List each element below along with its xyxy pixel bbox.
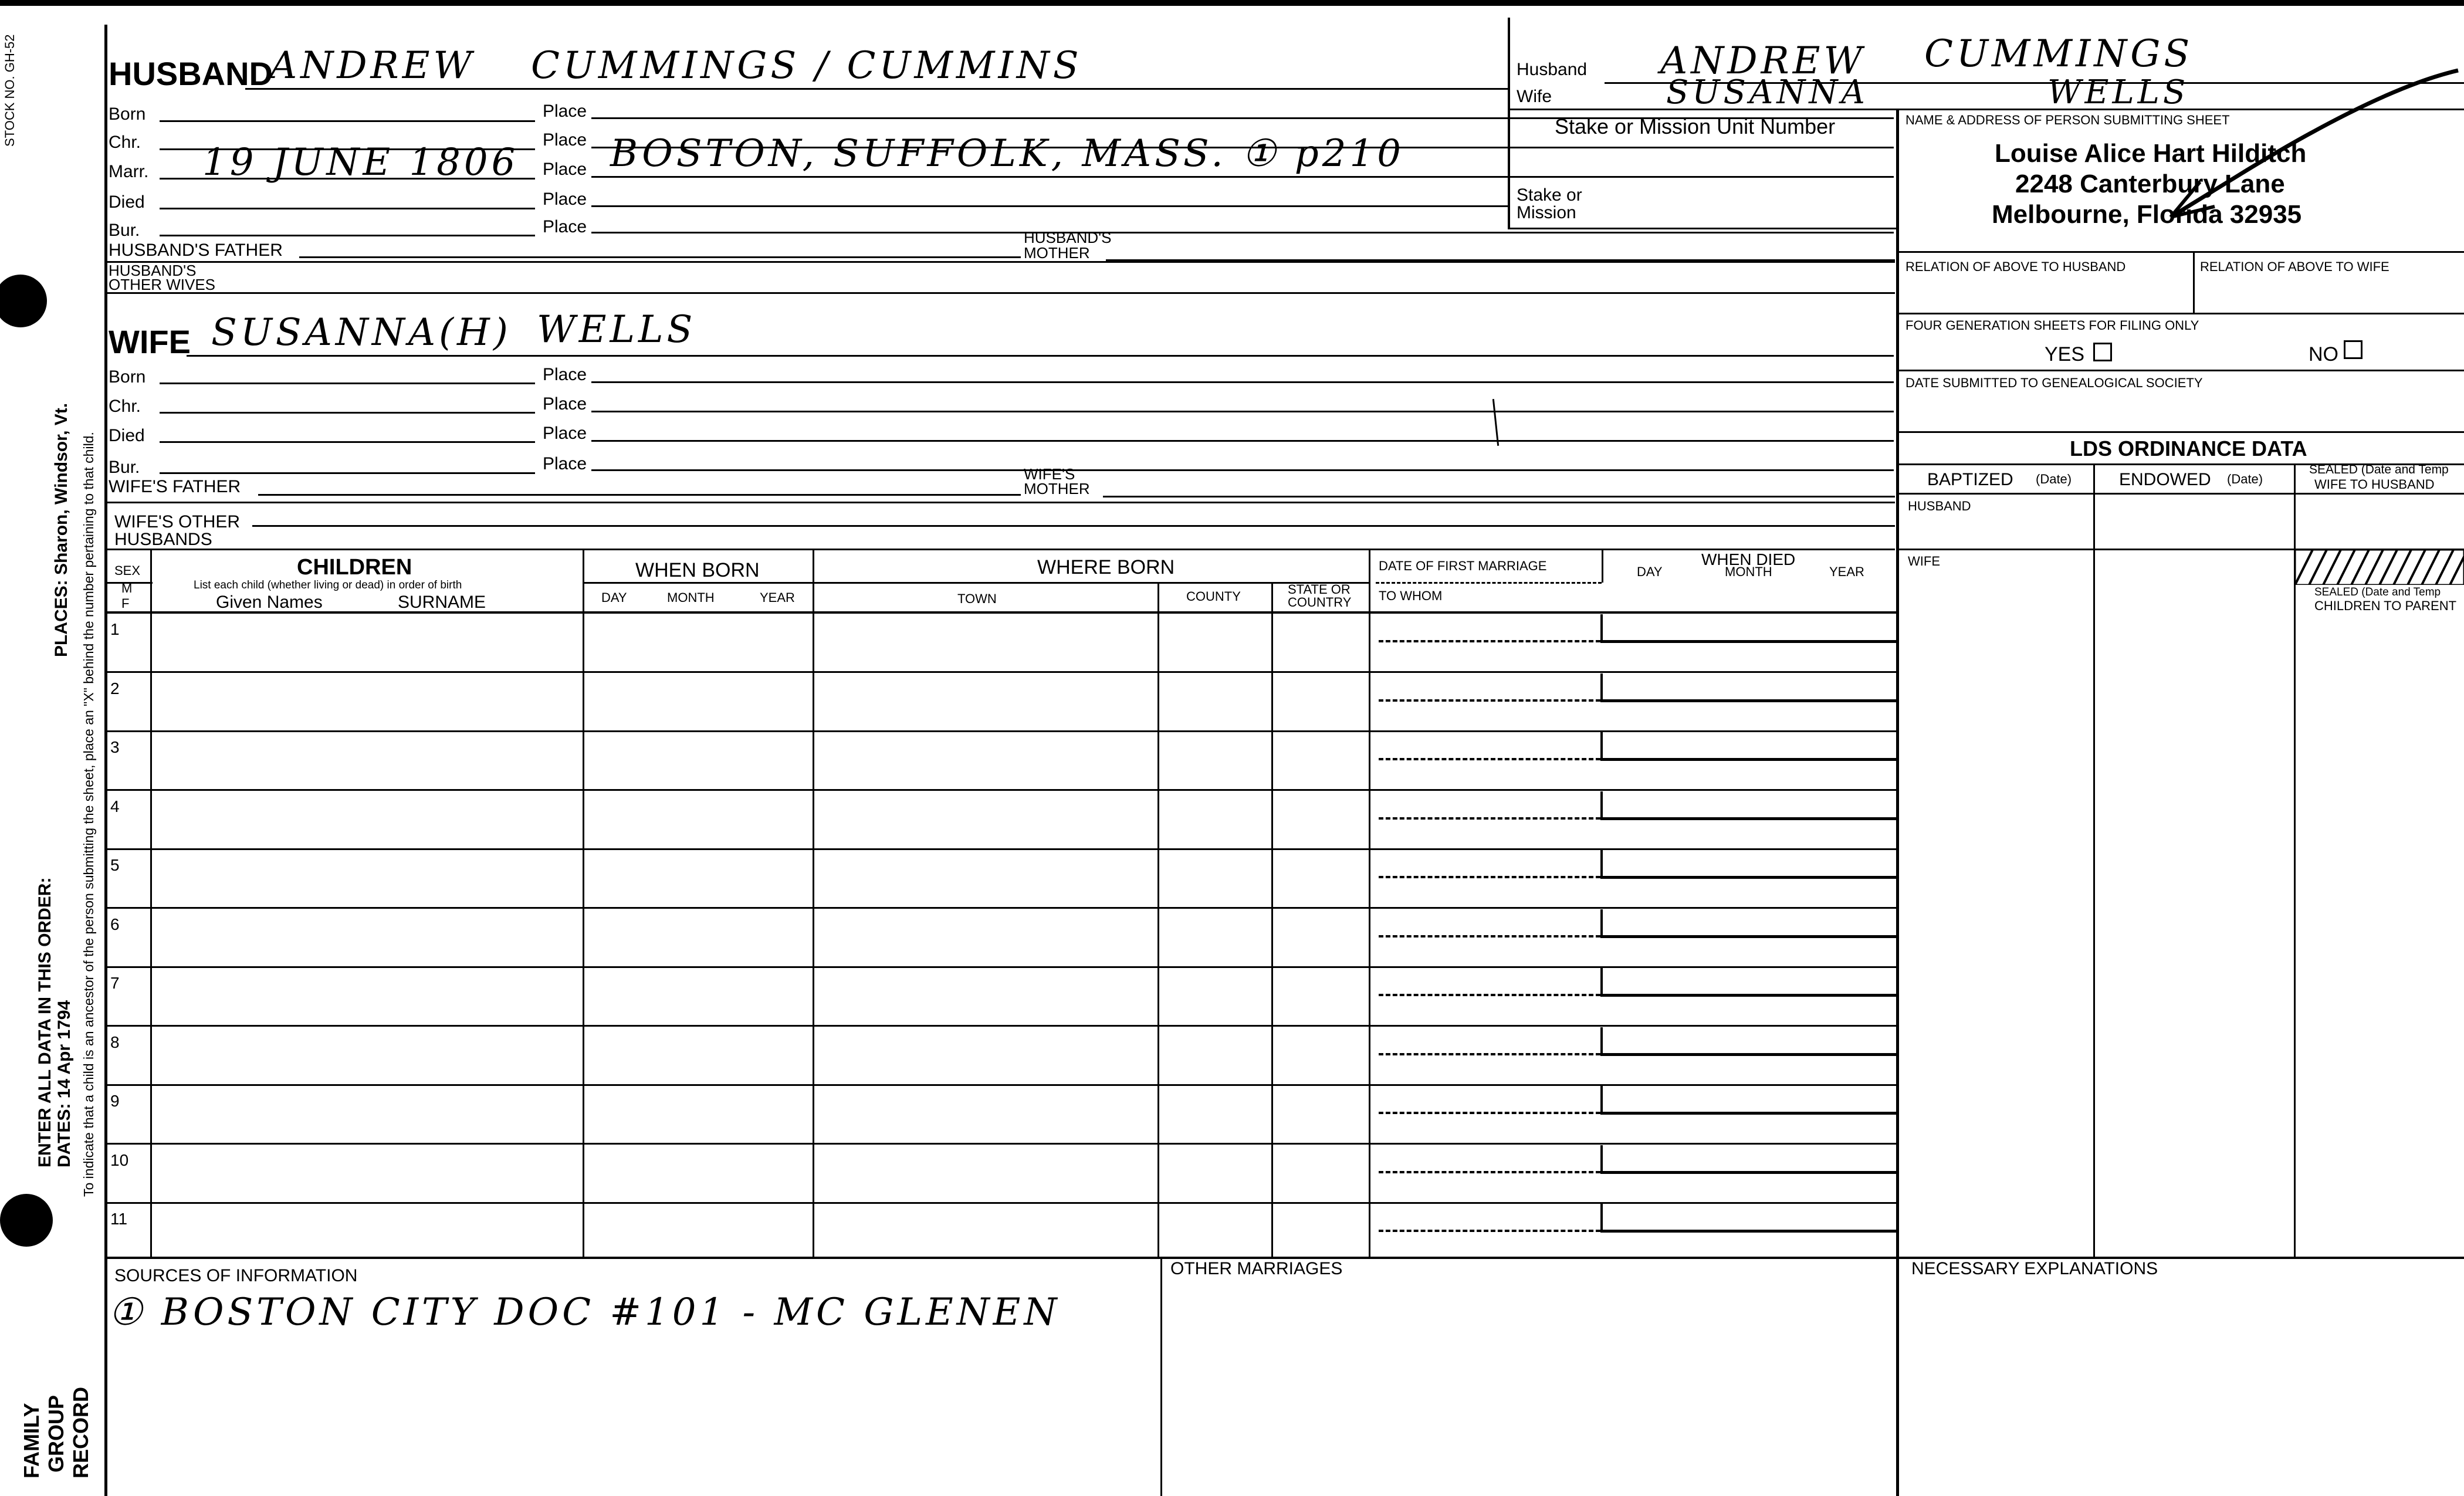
lds-baptized: BAPTIZED	[1927, 470, 2013, 489]
wife-father-field[interactable]	[258, 494, 1021, 496]
record-title-group: GROUP	[44, 1395, 68, 1473]
child-marriage-dash	[1379, 935, 1600, 937]
col-born-year: YEAR	[760, 590, 795, 605]
child-row[interactable]	[106, 1085, 1896, 1144]
child-marriage-dash	[1379, 1053, 1600, 1055]
col-where-born: WHERE BORN	[1037, 556, 1175, 578]
top-right-husband-surname[interactable]: CUMMINGS	[1924, 32, 2194, 76]
husband-died-place-label: Place	[543, 189, 587, 209]
col-to-whom: TO WHOM	[1379, 588, 1443, 603]
ancestor-instruction: To indicate that a child is an ancestor of the person submitting the sheet, place an "X" behind the number pertaining to that child.	[81, 432, 96, 1197]
child-row[interactable]	[106, 849, 1896, 908]
four-gen-no-checkbox[interactable]	[2344, 340, 2363, 359]
col-sex-f: F	[121, 596, 130, 611]
col-died-day: DAY	[1637, 564, 1663, 579]
wife-born-field[interactable]	[160, 383, 535, 384]
wife-chr-place-label: Place	[543, 394, 587, 414]
child-marriage-dash	[1379, 994, 1600, 996]
child-death-bracket[interactable]	[1600, 732, 1898, 761]
col-born-day: DAY	[601, 590, 627, 605]
col-first-marriage: DATE OF FIRST MARRIAGE	[1379, 559, 1547, 573]
husband-bur-field[interactable]	[160, 235, 535, 236]
wife-chr-label: Chr.	[109, 397, 141, 416]
four-generation-label: FOUR GENERATION SHEETS FOR FILING ONLY	[1905, 318, 2199, 333]
top-border	[0, 0, 2464, 6]
child-marriage-dash	[1379, 1171, 1600, 1173]
wife-chr-field[interactable]	[160, 412, 535, 414]
col-state-2: COUNTRY	[1288, 595, 1352, 610]
top-right-wife-value[interactable]: SUSANNA	[1666, 73, 1869, 111]
col-died-year: YEAR	[1829, 564, 1864, 579]
record-title-record: RECORD	[69, 1386, 93, 1478]
lds-title: LDS ORDINANCE DATA	[2070, 436, 2307, 461]
four-gen-yes-label: YES	[2045, 343, 2085, 365]
child-death-bracket[interactable]	[1600, 1027, 1898, 1056]
husband-died-field[interactable]	[160, 208, 535, 209]
lds-sealed-children-2: CHILDREN TO PARENT	[2314, 598, 2457, 613]
child-death-bracket[interactable]	[1600, 614, 1898, 643]
child-row[interactable]	[106, 613, 1896, 672]
top-right-wife-label: Wife	[1517, 87, 1552, 106]
submitter-box-bottom	[1896, 251, 2464, 253]
col-when-died: WHEN DIED	[1701, 550, 1796, 568]
child-row[interactable]	[106, 967, 1896, 1026]
wife-born-label: Born	[109, 367, 146, 387]
sex-header-line	[106, 582, 153, 584]
col-when-born: WHEN BORN	[635, 559, 760, 581]
child-row[interactable]	[106, 1144, 1896, 1203]
sources-label: SOURCES OF INFORMATION	[114, 1266, 358, 1285]
husband-born-label: Born	[109, 104, 146, 124]
other-marriages-divider	[1160, 1257, 1162, 1496]
husband-marr-place-label: Place	[543, 160, 587, 179]
child-marriage-dash	[1379, 1112, 1600, 1114]
top-right-wife-surname[interactable]: WELLS	[2047, 73, 2189, 111]
child-row[interactable]	[106, 1203, 1896, 1262]
wife-mother-label-1: WIFE'S	[1024, 465, 1075, 483]
child-death-bracket[interactable]	[1600, 909, 1898, 938]
relation-husband-label: RELATION OF ABOVE TO HUSBAND	[1905, 259, 2126, 274]
husband-other-wives-2: OTHER WIVES	[109, 276, 216, 293]
child-death-bracket[interactable]	[1600, 1086, 1898, 1115]
child-row[interactable]	[106, 1026, 1896, 1085]
husband-father-label: HUSBAND'S FATHER	[109, 241, 283, 260]
stock-number: STOCK NO. GH-52	[2, 34, 17, 147]
col-sex-label: SEX	[114, 563, 141, 578]
relation-box-bottom	[1896, 313, 2464, 314]
child-marriage-dash	[1379, 1230, 1600, 1232]
husband-heading: HUSBAND	[109, 55, 273, 92]
child-row-number: 6	[110, 915, 120, 933]
husband-chr-place-label: Place	[543, 130, 587, 150]
child-death-bracket[interactable]	[1600, 673, 1898, 702]
wife-bur-label: Bur.	[109, 458, 140, 477]
child-death-bracket[interactable]	[1600, 1204, 1898, 1233]
submitter-name[interactable]: Louise Alice Hart Hilditch	[1995, 139, 2307, 168]
husband-died-place-field[interactable]	[591, 205, 1508, 207]
child-marriage-dash	[1379, 876, 1600, 878]
wife-born-place-label: Place	[543, 365, 587, 384]
submitter-label: NAME & ADDRESS OF PERSON SUBMITTING SHEET	[1905, 113, 2230, 127]
husband-bur-place-field[interactable]	[591, 232, 1894, 233]
lds-baptized-date: (Date)	[2036, 472, 2072, 486]
wife-name-line	[187, 355, 1894, 357]
wife-other-husbands-2: HUSBANDS	[114, 530, 212, 549]
lds-endowed-date: (Date)	[2227, 472, 2263, 486]
husband-mother-label-1: HUSBAND'S	[1024, 229, 1112, 246]
sources-value[interactable]: ① BOSTON CITY DOC #101 - MC GLENEN	[109, 1291, 1061, 1334]
punch-hole-bottom	[0, 1194, 53, 1247]
col-children-label: CHILDREN	[297, 555, 412, 580]
stake-box-bottom	[1508, 228, 1896, 229]
husband-surname[interactable]: CUMMINGS / CUMMINS	[531, 44, 1082, 87]
child-row[interactable]	[106, 731, 1896, 790]
child-row-number: 1	[110, 620, 120, 638]
husband-marr-label: Marr.	[109, 162, 149, 181]
top-right-husband-value[interactable]: ANDREW	[1660, 39, 1866, 83]
submitter-street[interactable]: 2248 Canterbury Lane	[2015, 170, 2285, 198]
wife-chr-place-field[interactable]	[591, 411, 1894, 412]
wife-father-row-bottom	[106, 502, 1895, 503]
husband-section-bottom	[106, 292, 1895, 294]
husband-father-field[interactable]	[299, 256, 1021, 258]
wife-born-place-field[interactable]	[591, 381, 1894, 383]
top-right-husband-label: Husband	[1517, 60, 1588, 79]
child-row[interactable]	[106, 672, 1896, 732]
col-state-1: STATE OR	[1288, 582, 1351, 597]
punch-hole-top	[0, 275, 47, 327]
child-row-number: 9	[110, 1092, 120, 1110]
wife-mother-field[interactable]	[1103, 496, 1895, 497]
col-given-names: Given Names	[216, 593, 323, 612]
stake-unit-label: Stake or Mission Unit Number	[1555, 114, 1836, 138]
husband-other-wives-1: HUSBAND'S	[109, 262, 197, 279]
child-row-number: 5	[110, 856, 120, 874]
child-death-bracket[interactable]	[1600, 968, 1898, 997]
four-gen-no-label: NO	[2309, 343, 2338, 365]
col-sex-m: M	[121, 581, 133, 595]
top-right-divider	[1508, 18, 1510, 229]
lds-husband-row: HUSBAND	[1908, 499, 1971, 513]
child-marriage-dash	[1379, 758, 1600, 760]
lds-wife-row: WIFE	[1908, 554, 1940, 568]
relation-wife-label: RELATION OF ABOVE TO WIFE	[2200, 259, 2389, 274]
husband-born-place-label: Place	[543, 101, 587, 121]
stake-label-2: Mission	[1517, 203, 1576, 222]
husband-died-label: Died	[109, 192, 145, 212]
wife-given-name[interactable]: SUSANNA(H)	[211, 311, 512, 354]
child-marriage-dash	[1379, 699, 1600, 702]
child-row-number: 3	[110, 738, 120, 756]
wife-mother-label-2: MOTHER	[1024, 480, 1090, 497]
wife-other-husbands-field[interactable]	[252, 525, 1895, 527]
born-header-line	[584, 582, 1370, 584]
husband-mother-label-2: MOTHER	[1024, 244, 1090, 262]
child-death-bracket[interactable]	[1600, 1145, 1898, 1174]
child-row-number: 11	[110, 1210, 128, 1228]
wife-bur-place-field[interactable]	[591, 469, 1894, 471]
lds-sealed-wife-1: SEALED (Date and Temp	[2309, 463, 2449, 476]
child-row-number: 7	[110, 974, 120, 992]
col-surname: SURNAME	[398, 593, 486, 612]
wife-heading: WIFE	[109, 323, 191, 360]
husband-marr-place-field[interactable]	[591, 176, 1894, 178]
relation-divider	[2193, 251, 2195, 313]
husband-marr-place[interactable]: BOSTON, SUFFOLK, MASS. ① p210	[610, 132, 1404, 175]
wife-bur-place-label: Place	[543, 454, 587, 473]
record-title-family: FAMILY	[19, 1403, 43, 1478]
submitter-city[interactable]: Melbourne, Florida 32935	[1992, 200, 2302, 229]
wife-died-field[interactable]	[160, 441, 535, 443]
wife-section-bottom	[106, 549, 1895, 550]
lds-header-bottom	[1896, 493, 2464, 495]
col-children-sub: List each child (whether living or dead) in order of birth	[194, 579, 462, 591]
col-town: TOWN	[957, 591, 997, 606]
date-submitted-label: DATE SUBMITTED TO GENEALOGICAL SOCIETY	[1905, 375, 2203, 390]
dates-note: DATES: 14 Apr 1794	[55, 1000, 74, 1167]
lds-endowed: ENDOWED	[2119, 470, 2211, 489]
lds-sealed-wife-2: WIFE TO HUSBAND	[2314, 477, 2435, 492]
wife-father-label: WIFE'S FATHER	[109, 477, 241, 496]
lds-hatched-cell	[2295, 550, 2464, 585]
father-row-bottom	[106, 261, 1895, 263]
husband-marr-field[interactable]	[160, 178, 535, 180]
child-marriage-dash	[1379, 640, 1600, 642]
necessary-explanations-label: NECESSARY EXPLANATIONS	[1911, 1259, 2158, 1278]
child-death-bracket[interactable]	[1600, 791, 1898, 820]
col-died-month: MONTH	[1725, 564, 1772, 579]
wife-died-place-field[interactable]	[591, 440, 1894, 442]
husband-bur-label: Bur.	[109, 221, 140, 240]
husband-bur-place-label: Place	[543, 217, 587, 236]
child-row[interactable]	[106, 908, 1896, 967]
husband-name-line	[245, 88, 1508, 90]
first-marriage-dash	[1376, 582, 1602, 584]
four-gen-yes-checkbox[interactable]	[2093, 343, 2112, 361]
four-gen-box-bottom	[1896, 370, 2464, 371]
child-row-number: 10	[110, 1151, 129, 1169]
date-submitted-box-bottom	[1896, 431, 2464, 433]
husband-chr-label: Chr.	[109, 133, 141, 152]
husband-given-name[interactable]: ANDREW	[270, 44, 476, 87]
order-heading: ENTER ALL DATA IN THIS ORDER:	[35, 877, 55, 1167]
stake-label-1: Stake or	[1517, 185, 1582, 205]
wife-bur-field[interactable]	[160, 472, 535, 474]
husband-born-field[interactable]	[160, 120, 535, 122]
husband-marr-date[interactable]: 19 JUNE 1806	[202, 141, 519, 184]
child-row[interactable]	[106, 790, 1896, 849]
other-marriages-label: OTHER MARRIAGES	[1170, 1259, 1343, 1278]
col-county: COUNTY	[1186, 589, 1241, 604]
child-row-number: 4	[110, 797, 120, 815]
wife-other-husbands-1: WIFE'S OTHER	[114, 512, 241, 532]
pen-mark	[1492, 399, 1499, 446]
wife-surname[interactable]: WELLS	[537, 308, 696, 351]
col-line-died-head	[1602, 550, 1603, 583]
child-marriage-dash	[1379, 817, 1600, 820]
places-note: PLACES: Sharon, Windsor, Vt.	[52, 402, 71, 657]
child-row-number: 8	[110, 1033, 120, 1051]
child-death-bracket[interactable]	[1600, 850, 1898, 879]
wife-died-place-label: Place	[543, 424, 587, 443]
child-row-number: 2	[110, 679, 120, 698]
wife-died-label: Died	[109, 426, 145, 445]
col-born-month: MONTH	[667, 590, 715, 605]
lds-sealed-children-1: SEALED (Date and Temp	[2314, 586, 2441, 598]
lds-col-divider-1	[2093, 463, 2095, 1257]
